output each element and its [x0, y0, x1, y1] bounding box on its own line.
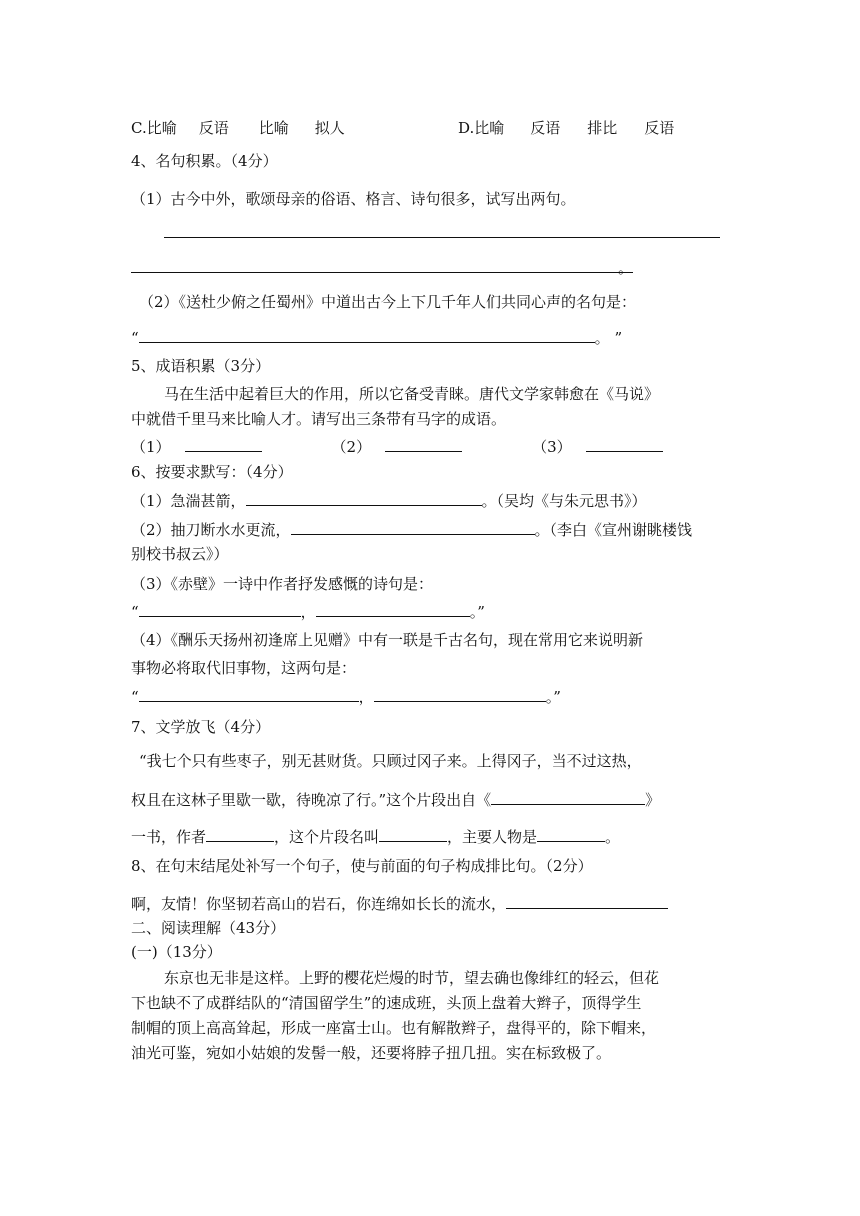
q7-title-blank[interactable]: [379, 824, 447, 842]
option-c-item-1: 反语: [198, 119, 229, 137]
q5-title: 5、成语积累（3分）: [131, 357, 271, 375]
q7-line1: “我七个只有些枣子，别无甚财货。只顾过冈子来。上得冈子，当不过这热，: [139, 752, 642, 770]
q6-s4-comma: ，: [358, 688, 374, 706]
q4-sub2: （2）《送杜少俯之任蜀州》中道出古今上下几千年人们共同心声的名句是：: [139, 293, 637, 311]
q7-character-blank[interactable]: [537, 824, 605, 842]
q6-s3-close-quote: 。”: [469, 603, 485, 621]
q6-s3-answer: [131, 599, 485, 623]
q6-s3-blank-2[interactable]: [316, 599, 470, 617]
q4-sub2-answer: [131, 325, 622, 349]
passage-line-2: 下也缺不了成群结队的“清国留学生”的速成班，头顶上盘着大辫子，顶得学生: [131, 994, 642, 1012]
q4-close-quote: 。 ”: [594, 329, 623, 347]
q6-s1-blank[interactable]: [246, 488, 482, 506]
q8-blank[interactable]: [506, 891, 668, 909]
q6-s1-source: 。（吴均《与朱元思书》）: [481, 492, 647, 510]
q5-blank-1-label: （1）: [131, 438, 171, 456]
option-c-label: C.比喻: [131, 119, 177, 137]
q4-sub1-end: 。: [618, 259, 634, 277]
q5-blanks: [131, 434, 663, 458]
q7-line2-text: 权且在这林子里歇一歇，待晚凉了行。”这个片段出自《: [131, 791, 492, 809]
q5-line1: 马在生活中起着巨大的作用，所以它备受青睐。唐代文学家韩愈在《马说》: [164, 385, 660, 403]
q6-s1-prompt: （1）急湍甚箭，: [131, 492, 246, 510]
q6-s4-answer: [131, 684, 561, 708]
q6-title: 6、按要求默写：（4分）: [131, 463, 293, 481]
q6-s4-open-quote: “: [131, 688, 139, 706]
option-d-item-3: 反语: [644, 119, 675, 137]
q4-sub2-blank[interactable]: [139, 325, 595, 343]
q6-s2-prompt: （2）抽刀断水水更流，: [131, 521, 291, 539]
q5-blank-3[interactable]: [586, 434, 663, 452]
q7-character-label: ，主要人物是: [447, 828, 538, 846]
q8-line1: [131, 891, 668, 915]
q4-answer-line-1[interactable]: [164, 237, 720, 238]
q4-open-quote: “: [131, 329, 139, 347]
option-d-item-2: 排比: [587, 119, 618, 137]
option-d-label: D.比喻: [458, 119, 505, 137]
q7-author-label: 一书，作者: [131, 828, 207, 846]
q7-author-blank[interactable]: [206, 824, 274, 842]
q6-s4-blank-2[interactable]: [374, 684, 546, 702]
q6-s2-source: 。（李白《宣州谢眺楼饯: [534, 521, 693, 539]
q8-prompt: 啊，友情！你坚韧若高山的岩石，你连绵如长长的流水，: [131, 895, 507, 913]
q7-line3: [131, 824, 620, 848]
q7-line3-end: 。: [605, 828, 621, 846]
q7-title-label: ，这个片段名叫: [274, 828, 380, 846]
q5-blank-2-label: （2）: [331, 438, 372, 456]
q7-title: 7、文学放飞（4分）: [131, 718, 271, 736]
option-c-item-2: 比喻: [258, 119, 289, 137]
q6-s3-comma: ，: [300, 603, 316, 621]
q6-s4-close-quote: 。”: [545, 688, 561, 706]
passage-line-3: 制帽的顶上高高耸起，形成一座富士山。也有解散辫子，盘得平的，除下帽来，: [131, 1019, 657, 1037]
q3-options-row: [131, 117, 345, 139]
q3-options-row-d: [458, 117, 674, 139]
q6-s3-blank-1[interactable]: [139, 599, 301, 617]
q7-line2: [131, 787, 660, 811]
q7-book-blank[interactable]: [491, 787, 645, 805]
q6-s4-line1: （4）《酬乐天扬州初逢席上见赠》中有一联是千古名句，现在常用它来说明新: [131, 631, 644, 649]
q5-blank-1[interactable]: [185, 434, 262, 452]
passage-line-4: 油光可鉴，宛如小姑娘的发髻一般，还要将脖子扭几扭。实在标致极了。: [131, 1044, 612, 1062]
q6-s3-open-quote: “: [131, 603, 139, 621]
section2-title: 二、阅读理解（43分）: [131, 919, 286, 937]
section2-part1: (一)（13分）: [131, 943, 222, 961]
q5-blank-2[interactable]: [385, 434, 462, 452]
q6-s1: [131, 488, 647, 512]
option-d-item-1: 反语: [530, 119, 561, 137]
q4-answer-line-2[interactable]: [131, 272, 633, 273]
q6-s4-blank-1[interactable]: [139, 684, 359, 702]
passage-line-1: 东京也无非是这样。上野的樱花烂熳的时节，望去确也像绯红的轻云，但花: [164, 969, 660, 987]
q6-s2-source-cont: 别校书叔云》）: [131, 545, 229, 563]
q4-sub1: （1）古今中外，歌颂母亲的俗语、格言、诗句很多，试写出两句。: [131, 190, 576, 208]
q8-title: 8、在句末结尾处补写一个句子，使与前面的句子构成排比句。（2分）: [131, 857, 593, 875]
q6-s3: （3）《赤壁》一诗中作者抒发感慨的诗句是：: [131, 575, 434, 593]
q5-line2: 中就借千里马来比喻人才。请写出三条带有马字的成语。: [131, 410, 507, 428]
q5-blank-3-label: （3）: [532, 438, 572, 456]
option-c-item-3: 拟人: [314, 119, 345, 137]
q7-book-close: 》: [645, 791, 661, 809]
q6-s4-line2: 事物必将取代旧事物，这两句是：: [131, 659, 357, 677]
q6-s2-blank[interactable]: [291, 517, 535, 535]
q6-s2: [131, 517, 692, 541]
q4-title: 4、名句积累。（4分）: [131, 152, 278, 170]
